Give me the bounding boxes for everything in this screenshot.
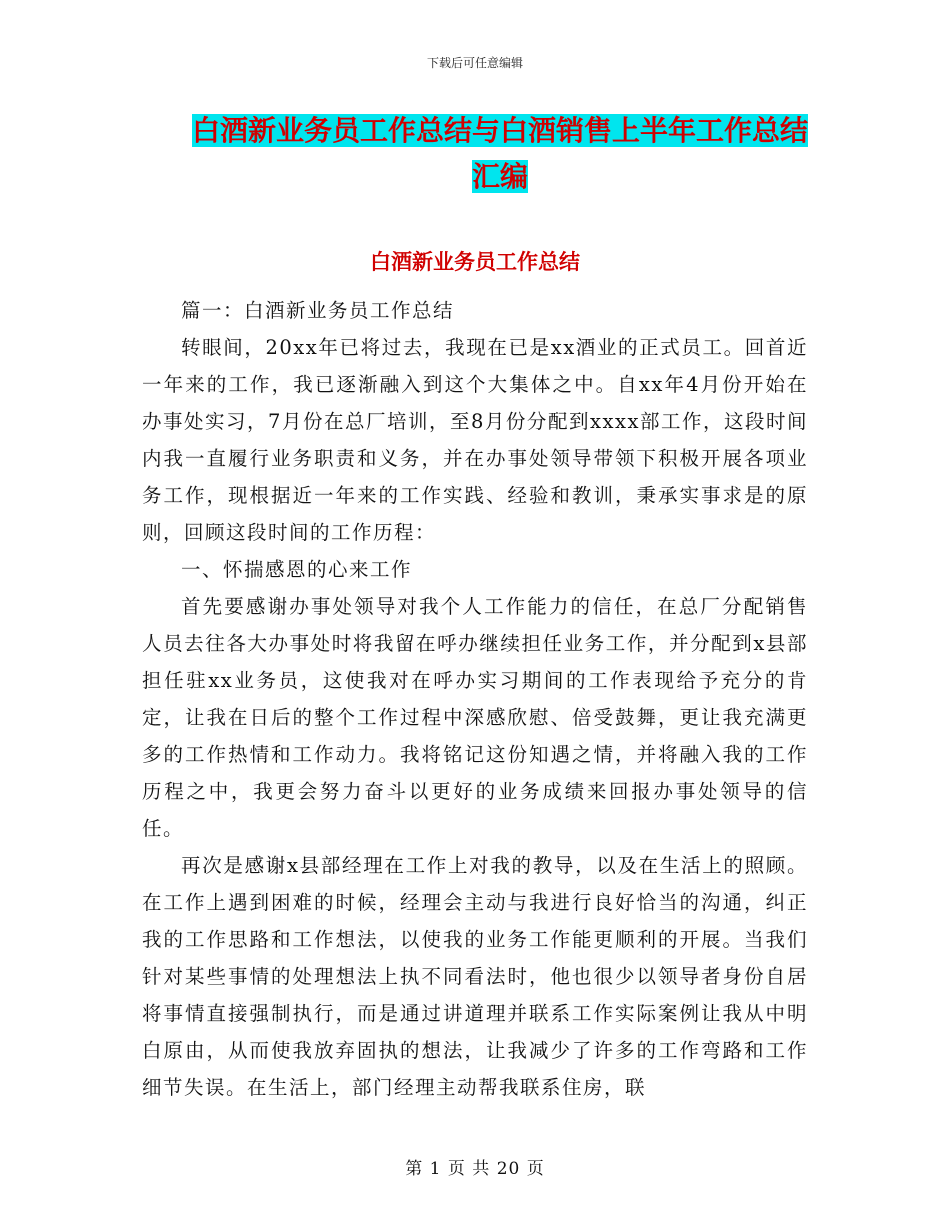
paragraph: 再次是感谢x县部经理在工作上对我的教导，以及在生活上的照顾。在工作上遇到困难的时候，经理会主动与我进行良好恰当的沟通，纠正我的工作思路和工作想法，以使我的业务工作能更顺利的开展。当我们针对某些事情的处理想法上执不同看法时，他也很少以领导者身份自居将事情直接强制执行，而是通过讲道理并联系工作实际案例让我从中明白原由，从而使我放弃固执的想法，让我减少了许多的工作弯路和工作细节失误。在生活上，部门经理主动帮我联系住房，联 <box>142 854 808 1099</box>
paragraph: 首先要感谢办事处领导对我个人工作能力的信任，在总厂分配销售人员去往各大办事处时将我留在呼办继续担任业务工作，并分配到x县部担任驻xx业务员，这使我对在呼办实习期间的工作表现给予充分的肯定，让我在日后的整个工作过程中深感欣慰、倍受鼓舞，更让我充满更多的工作热情和工作动力。我将铭记这份知遇之情，并将融入我的工作历程之中，我更会努力奋斗以更好的业务成绩来回报办事处领导的信任。 <box>142 595 808 840</box>
section-title: 白酒新业务员工作总结 <box>370 250 580 274</box>
document-title-text: 白酒新业务员工作总结与白酒销售上半年工作总结汇编 <box>191 114 808 193</box>
paragraph: 一、怀揣感恩的心来工作 <box>181 558 413 581</box>
page-header-note: 下载后可任意编辑 <box>426 56 523 70</box>
paragraph: 篇一：白酒新业务员工作总结 <box>181 299 455 322</box>
page-footer: 第 1 页 共 20 页 <box>405 1159 545 1179</box>
paragraph: 转眼间，20xx年已将过去，我现在已是xx酒业的正式员工。回首近一年来的工作，我已逐渐融入到这个大集体之中。自xx年4月份开始在办事处实习，7月份在总厂培训，至8月份分配到xxxx部工作，这段时间内我一直履行业务职责和义务，并在办事处领导带领下积极开展各项业务工作，现根据近一年来的工作实践、经验和教训，秉承实事求是的原则，回顾这段时间的工作历程： <box>142 336 808 544</box>
document-title <box>190 108 810 200</box>
document-body <box>142 292 808 1106</box>
